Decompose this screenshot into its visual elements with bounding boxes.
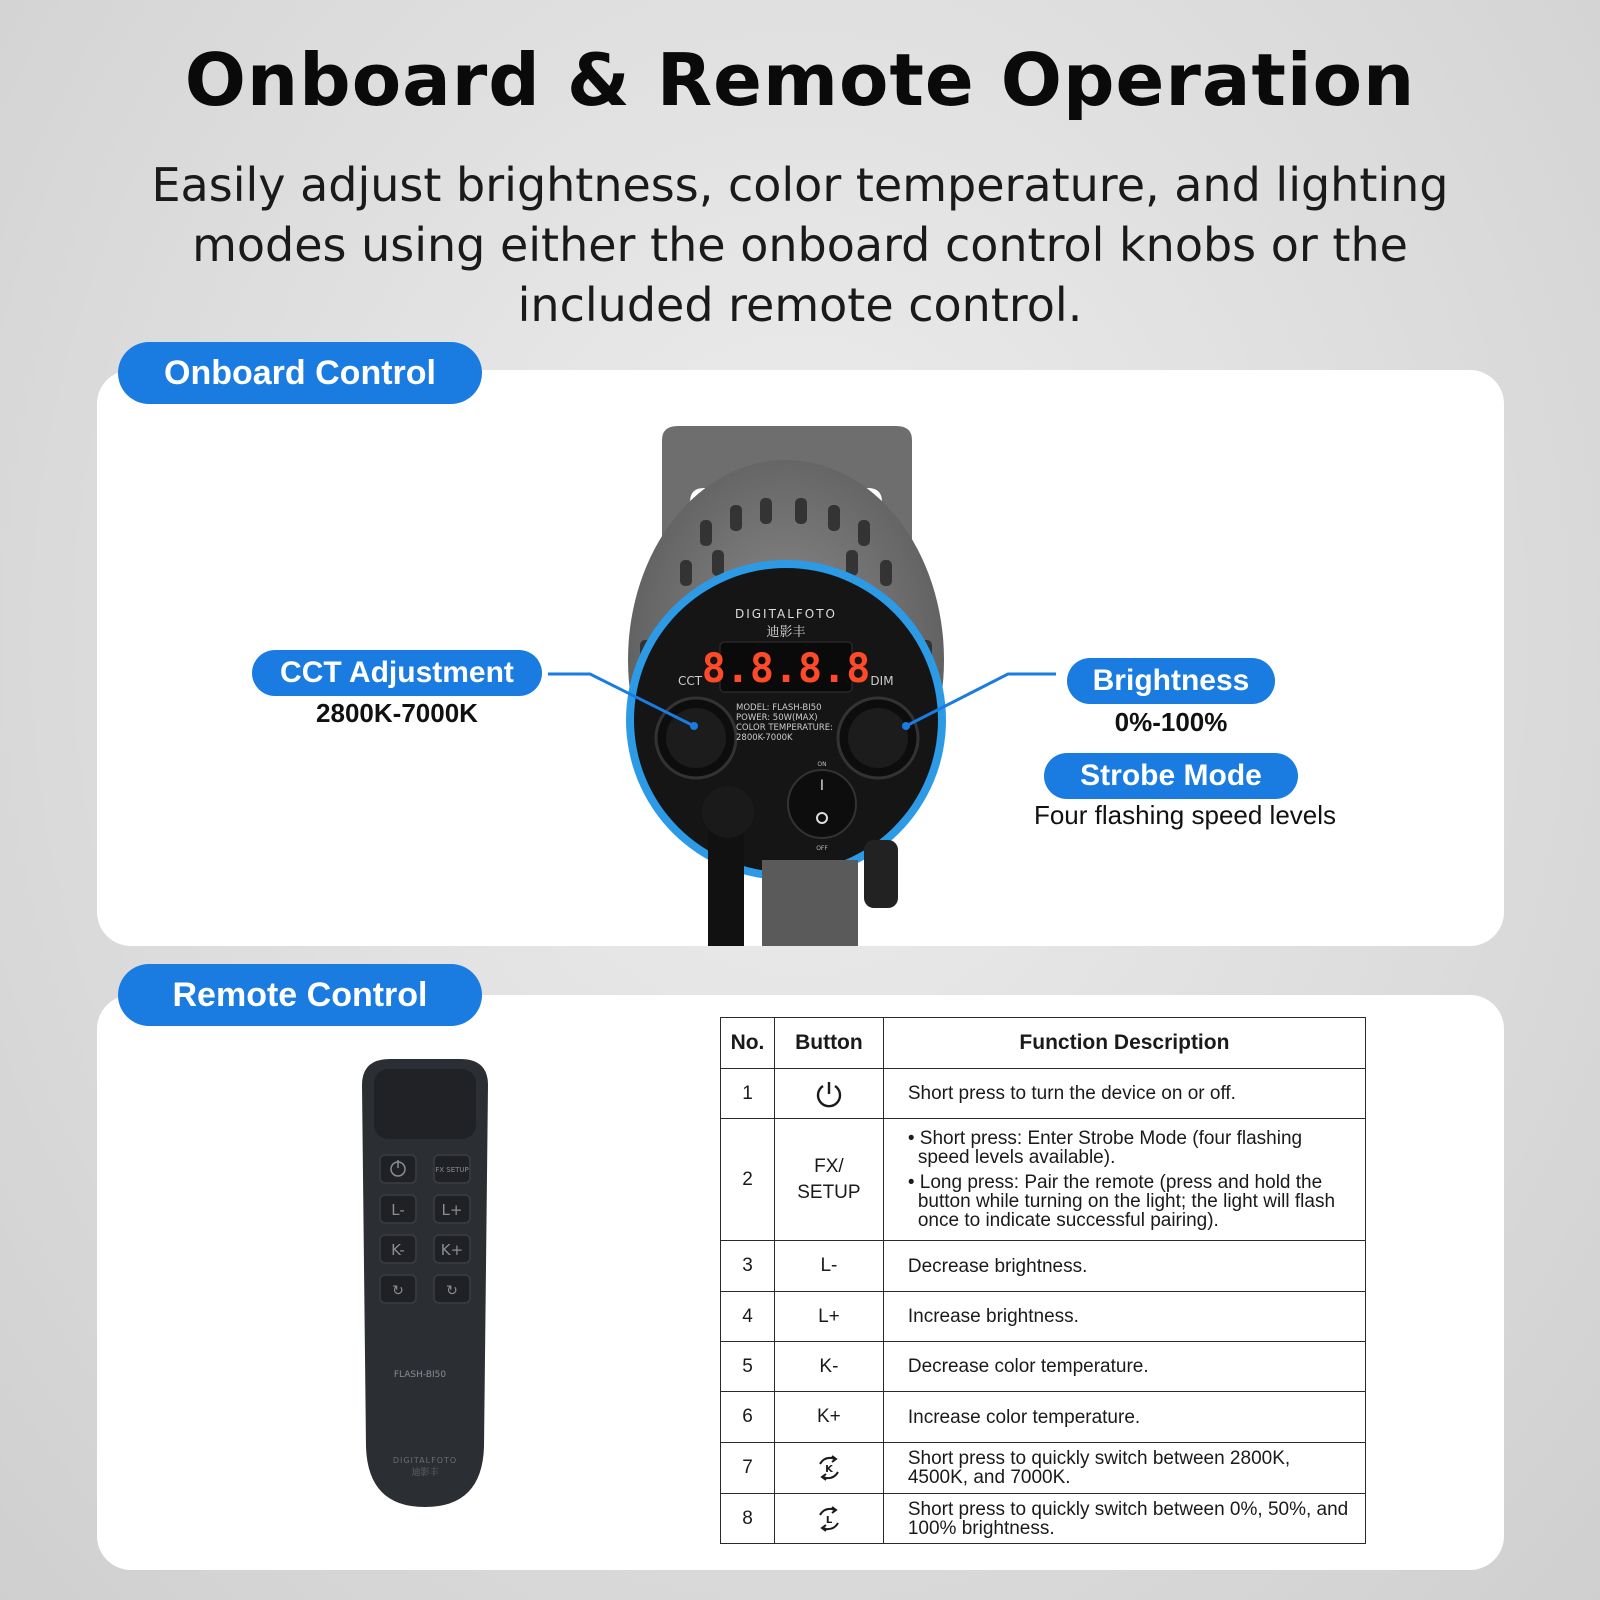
table-row (721, 1494, 1366, 1544)
remote-key-k-minus: K- (391, 1241, 405, 1259)
row-button: L+ (774, 1292, 883, 1342)
row-desc: Decrease color temperature. (883, 1342, 1365, 1392)
row-desc: Short press to turn the device on or off. (883, 1069, 1365, 1119)
row-desc: Increase color temperature. (883, 1392, 1365, 1443)
row-desc-bullet-2: • Long press: Pair the remote (press and hold the button while turning on the light; the light will flash once to indicate successful pairing). (907, 1172, 1336, 1231)
fixture-model-line-4: 2800K-7000K (736, 733, 793, 743)
fixture-model-line-2: POWER: 50W(MAX) (736, 713, 818, 723)
fixture-switch-off: OFF (816, 845, 828, 852)
row-no: 2 (721, 1119, 775, 1241)
row-button (774, 1119, 883, 1241)
fixture-model-line-3: COLOR TEMPERATURE: (736, 723, 834, 733)
svg-text:↻: ↻ (446, 1283, 458, 1299)
row-button: K- (774, 1342, 883, 1392)
table-row (721, 1342, 1366, 1392)
row-desc: Increase brightness. (883, 1292, 1365, 1342)
table-row (721, 1241, 1366, 1292)
svg-text:I: I (819, 778, 825, 794)
remote-brand-cn: 迪影丰 (411, 1468, 439, 1478)
row-desc (883, 1119, 1365, 1241)
row-button (774, 1494, 883, 1544)
row-button (774, 1069, 883, 1119)
row-desc: Short press to quickly switch between 0%, 50%, and 100% brightness. (883, 1494, 1365, 1544)
function-table (720, 1017, 1366, 1544)
svg-text:↻: ↻ (392, 1283, 404, 1299)
row-no: 1 (721, 1069, 775, 1119)
row-desc: Decrease brightness. (883, 1241, 1365, 1292)
remote-control-image (350, 1055, 500, 1515)
page-title: Onboard & Remote Operation (184, 38, 1416, 122)
row-button (774, 1443, 883, 1494)
svg-text:L: L (825, 1514, 833, 1526)
page-subtitle: Easily adjust brightness, color temperature, and lighting modes using either the onboard control knobs or the included remote control. (151, 158, 1449, 332)
table-header-row (721, 1018, 1366, 1069)
row-no: 4 (721, 1292, 775, 1342)
remote-key-l-plus: L+ (441, 1201, 463, 1219)
remote-brand: DIGITALFOTO (392, 1456, 458, 1465)
remote-key-k-plus: K+ (440, 1241, 464, 1259)
cycle-l-icon (815, 1505, 843, 1533)
fixture-brand: DIGITALFOTO (734, 607, 838, 621)
cycle-k-icon (815, 1454, 843, 1482)
fixture-knob-right-label: DIM (870, 674, 894, 688)
remote-section-label: Remote Control (118, 964, 482, 1026)
power-icon (813, 1078, 845, 1110)
row-no: 8 (721, 1494, 775, 1544)
brightness-label: Brightness (1067, 658, 1275, 704)
table-header-no: No. (721, 1018, 775, 1069)
fixture-switch-on: ON (817, 761, 827, 768)
table-row (721, 1292, 1366, 1342)
table-row (721, 1119, 1366, 1241)
row-button: L- (774, 1241, 883, 1292)
row-no: 7 (721, 1443, 775, 1494)
cct-adjustment-range: 2800K-7000K (316, 698, 478, 728)
fixture-knob-left-label: CCT (677, 674, 703, 688)
row-button: K+ (774, 1392, 883, 1443)
onboard-section-label: Onboard Control (118, 342, 482, 404)
strobe-mode-label: Strobe Mode (1044, 753, 1298, 799)
brightness-range: 0%-100% (1114, 707, 1228, 737)
remote-model: FLASH-BI50 (393, 1370, 447, 1380)
remote-key-l-minus: L- (391, 1201, 405, 1219)
row-desc-bullet-1: • Short press: Enter Strobe Mode (four flashing speed levels available). (907, 1128, 1303, 1168)
table-header-button: Button (774, 1018, 883, 1069)
row-button-line-2: SETUP (797, 1181, 861, 1203)
row-no: 6 (721, 1392, 775, 1443)
table-row (721, 1069, 1366, 1119)
cct-adjustment-label: CCT Adjustment (252, 650, 542, 696)
svg-text:K: K (825, 1464, 833, 1475)
row-no: 5 (721, 1342, 775, 1392)
fixture-model-line-1: MODEL: FLASH-BI50 (736, 703, 822, 713)
strobe-mode-description: Four flashing speed levels (1033, 800, 1337, 830)
table-header-desc: Function Description (883, 1018, 1365, 1069)
row-button-line-1: FX/ (814, 1155, 844, 1177)
row-no: 3 (721, 1241, 775, 1292)
row-desc: Short press to quickly switch between 2800K, 4500K, and 7000K. (883, 1443, 1365, 1494)
fixture-display: 8.8.8.8 (701, 646, 871, 692)
table-row (721, 1443, 1366, 1494)
fixture-brand-cn: 迪影丰 (766, 625, 806, 640)
table-row (721, 1392, 1366, 1443)
remote-key-fx: FX SETUP (435, 1166, 469, 1174)
